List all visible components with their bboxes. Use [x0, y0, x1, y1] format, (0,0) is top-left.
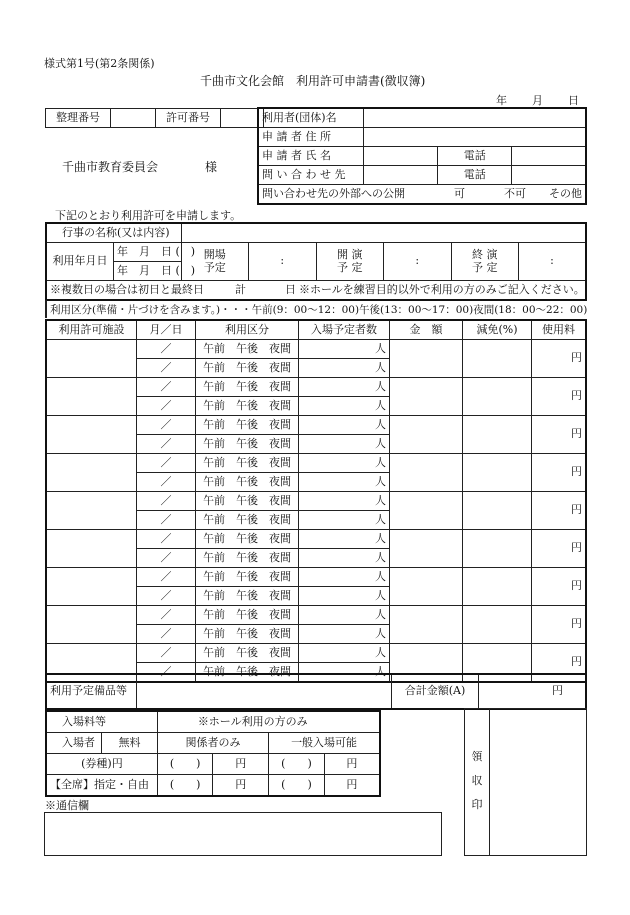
publish-no[interactable]: 不可 — [504, 186, 526, 200]
facility-cell[interactable] — [46, 530, 137, 568]
facility-cell[interactable] — [46, 416, 137, 454]
discount-cell[interactable] — [463, 416, 532, 454]
entrants-free[interactable]: 無料 — [102, 733, 158, 754]
number-table — [45, 108, 264, 128]
event-table — [45, 222, 587, 301]
attendees-cell[interactable]: 人 — [299, 397, 390, 416]
open-colon[interactable]: : — [249, 243, 317, 281]
facility-cell[interactable] — [46, 568, 137, 606]
fee-cell[interactable]: 円 — [532, 492, 587, 530]
date-label: 利用年月日 — [46, 243, 114, 281]
date-slash-cell[interactable]: ／ — [137, 397, 196, 416]
fee-cell[interactable]: 円 — [532, 644, 587, 683]
attendees-cell[interactable]: 人 — [299, 530, 390, 549]
fee-cell[interactable]: 円 — [532, 454, 587, 492]
equipment-field[interactable] — [137, 674, 392, 709]
equipment-label: 利用予定備品等 — [46, 674, 137, 709]
discount-cell[interactable] — [463, 606, 532, 644]
attendees-cell[interactable]: 人 — [299, 340, 390, 359]
seat-label: 【全席】指定・自由 — [46, 775, 157, 797]
facility-cell[interactable] — [46, 492, 137, 530]
publish-row — [258, 185, 586, 205]
period-cell[interactable]: 午前 午後 夜間 — [196, 340, 299, 359]
date-slash-cell[interactable]: ／ — [137, 625, 196, 644]
addressee-sama: 様 — [205, 160, 218, 174]
date-slash-cell[interactable]: ／ — [137, 568, 196, 587]
usage-grid — [45, 319, 587, 683]
grid-header-fee: 使用料 — [532, 320, 587, 340]
attendees-cell[interactable]: 人 — [299, 549, 390, 568]
publish-yes[interactable]: 可 — [454, 186, 465, 200]
attendees-cell[interactable]: 人 — [299, 492, 390, 511]
address-field[interactable] — [364, 128, 587, 147]
form-number: 様式第1号(第2条関係) — [44, 57, 155, 70]
discount-cell[interactable] — [463, 568, 532, 606]
receipt-label-box — [464, 708, 490, 856]
period-cell[interactable]: 午前 午後 夜間 — [196, 378, 299, 397]
date-slash-cell[interactable]: ／ — [137, 606, 196, 625]
receipt-char-1: 領 — [471, 750, 483, 763]
period-cell[interactable]: 午前 午後 夜間 — [196, 435, 299, 454]
table-row — [46, 454, 586, 473]
event-name-field[interactable] — [181, 223, 586, 243]
entrance-fee-label: 入場料等 — [46, 711, 157, 733]
date-slash-cell[interactable]: ／ — [137, 587, 196, 606]
seat-paren-1[interactable]: ( ) — [157, 775, 213, 797]
equipment-table — [45, 673, 587, 710]
period-cell[interactable]: 午前 午後 夜間 — [196, 663, 299, 683]
attendees-cell[interactable]: 人 — [299, 606, 390, 625]
grid-header-period: 利用区分 — [196, 320, 299, 340]
amount-cell[interactable] — [390, 378, 463, 416]
period-cell[interactable]: 午前 午後 夜間 — [196, 511, 299, 530]
table-row — [46, 340, 586, 359]
date-slash-cell[interactable]: ／ — [137, 530, 196, 549]
publish-label: 問い合わせ先の外部への公開 — [262, 186, 405, 200]
person-field[interactable] — [364, 147, 438, 166]
usage-note: 利用区分(準備・片づけを含みます。)・・・午前(9：00～12：00)午後(13：00～17：00)夜間(18：00～22：00) — [50, 304, 588, 316]
table-row — [46, 530, 586, 549]
ticket-type-label: (券種)円 — [46, 754, 157, 775]
discount-cell[interactable] — [463, 492, 532, 530]
comm-field[interactable] — [44, 812, 442, 856]
date-slash-cell[interactable]: ／ — [137, 416, 196, 435]
discount-cell[interactable] — [463, 340, 532, 378]
seat-yen-2[interactable]: 円 — [324, 775, 380, 797]
total-amount-label: 合計金額(A) — [392, 674, 479, 709]
total-label: 計 — [235, 282, 246, 296]
applicant-name-field[interactable] — [364, 108, 587, 128]
period-cell[interactable]: 午前 午後 夜間 — [196, 473, 299, 492]
receipt-char-2: 収 — [471, 774, 483, 787]
date-slash-cell[interactable]: ／ — [137, 340, 196, 359]
period-cell[interactable]: 午前 午後 夜間 — [196, 492, 299, 511]
receipt-char-3: 印 — [471, 798, 483, 811]
attendees-cell[interactable]: 人 — [299, 473, 390, 492]
total-day: 日 — [285, 282, 296, 296]
entrants-related[interactable]: 関係者のみ — [157, 733, 268, 754]
period-cell[interactable]: 午前 午後 夜間 — [196, 568, 299, 587]
table-row — [46, 378, 586, 397]
fee-table — [45, 710, 381, 797]
amount-cell[interactable] — [390, 454, 463, 492]
fee-cell[interactable]: 円 — [532, 340, 587, 378]
period-cell[interactable]: 午前 午後 夜間 — [196, 606, 299, 625]
period-cell[interactable]: 午前 午後 夜間 — [196, 416, 299, 435]
facility-cell[interactable] — [46, 340, 137, 378]
date-slash-cell[interactable]: ／ — [137, 644, 196, 663]
period-cell[interactable]: 午前 午後 夜間 — [196, 454, 299, 473]
attendees-cell[interactable]: 人 — [299, 378, 390, 397]
event-note-divider — [45, 300, 47, 318]
event-name-label: 行事の名称(又は内容) — [46, 223, 181, 243]
grid-header-facility: 利用許可施設 — [46, 320, 137, 340]
note-hall: ※ホールを練習目的以外で利用の方のみご記入ください。 — [299, 282, 585, 296]
fee-cell[interactable]: 円 — [532, 378, 587, 416]
publish-other[interactable]: その他 — [549, 186, 582, 200]
attendees-cell[interactable]: 人 — [299, 511, 390, 530]
date-slash-cell[interactable]: ／ — [137, 473, 196, 492]
amount-cell[interactable] — [390, 340, 463, 378]
tel-field-2[interactable] — [512, 166, 586, 185]
amount-cell[interactable] — [390, 530, 463, 568]
seat-paren-2[interactable]: ( ) — [269, 775, 325, 797]
date-slash-cell[interactable]: ／ — [137, 492, 196, 511]
table-row — [46, 644, 586, 663]
event-note-row — [46, 281, 586, 301]
entrants-general[interactable]: 一般入場可能 — [269, 733, 380, 754]
date-year: 年 — [496, 94, 507, 107]
date-slash-cell[interactable]: ／ — [137, 378, 196, 397]
contact-label: 問 い 合 わ せ 先 — [258, 166, 364, 185]
ticket-paren-1[interactable]: ( ) — [157, 754, 213, 775]
period-cell[interactable]: 午前 午後 夜間 — [196, 587, 299, 606]
fee-cell[interactable]: 円 — [532, 530, 587, 568]
tel-label-2: 電話 — [438, 166, 512, 185]
table-row — [46, 416, 586, 435]
date-slash-cell[interactable]: ／ — [137, 663, 196, 683]
period-cell[interactable]: 午前 午後 夜間 — [196, 359, 299, 378]
fee-cell[interactable]: 円 — [532, 606, 587, 644]
amount-cell[interactable] — [390, 492, 463, 530]
attendees-cell[interactable]: 人 — [299, 435, 390, 454]
attendees-cell[interactable]: 人 — [299, 568, 390, 587]
seiri-field[interactable] — [111, 109, 156, 128]
intro-text: 下記のとおり利用許可を申請します。 — [55, 209, 242, 222]
grid-header-attendees: 入場予定者数 — [299, 320, 390, 340]
date-row-2[interactable]: 年 月 日 ( ) — [114, 262, 182, 281]
date-slash-cell[interactable]: ／ — [137, 549, 196, 568]
table-row — [46, 606, 586, 625]
period-cell[interactable]: 午前 午後 夜間 — [196, 644, 299, 663]
amount-cell[interactable] — [390, 416, 463, 454]
person-label: 申 請 者 氏 名 — [258, 147, 364, 166]
attendees-cell[interactable]: 人 — [299, 416, 390, 435]
date-slash-cell[interactable]: ／ — [137, 454, 196, 473]
perf-label: 開 演 予 定 — [316, 243, 384, 281]
end-colon[interactable]: : — [519, 243, 587, 281]
kyoka-label: 許可番号 — [156, 109, 221, 128]
seat-yen-1[interactable]: 円 — [213, 775, 269, 797]
total-amount-yen[interactable]: 円 — [479, 674, 587, 709]
period-cell[interactable]: 午前 午後 夜間 — [196, 625, 299, 644]
facility-cell[interactable] — [46, 606, 137, 644]
period-cell[interactable]: 午前 午後 夜間 — [196, 549, 299, 568]
ticket-yen-1[interactable]: 円 — [213, 754, 269, 775]
applicant-table — [257, 107, 587, 205]
date-slash-cell[interactable]: ／ — [137, 511, 196, 530]
fee-cell[interactable]: 円 — [532, 416, 587, 454]
seiri-label: 整理番号 — [46, 109, 111, 128]
contact-field[interactable] — [364, 166, 438, 185]
attendees-cell[interactable]: 人 — [299, 625, 390, 644]
hall-only-label: ※ホール利用の方のみ — [157, 711, 380, 733]
date-slash-cell[interactable]: ／ — [137, 435, 196, 454]
date-row-1[interactable]: 年 月 日 ( ) — [114, 243, 182, 262]
facility-cell[interactable] — [46, 378, 137, 416]
grid-header-date: 月／日 — [137, 320, 196, 340]
comm-label: ※通信欄 — [45, 799, 89, 812]
attendees-cell[interactable]: 人 — [299, 454, 390, 473]
address-label: 申 請 者 住 所 — [258, 128, 364, 147]
date-slash-cell[interactable]: ／ — [137, 359, 196, 378]
discount-cell[interactable] — [463, 530, 532, 568]
tel-field-1[interactable] — [512, 147, 586, 166]
open-label: 開場 予定 — [181, 243, 249, 281]
end-label: 終 演 予 定 — [451, 243, 519, 281]
ticket-yen-2[interactable]: 円 — [324, 754, 380, 775]
note-multi: ※複数日の場合は初日と最終日 — [50, 282, 204, 296]
receipt-stamp-area[interactable] — [488, 708, 587, 856]
amount-cell[interactable] — [390, 568, 463, 606]
entrants-label: 入場者 — [46, 733, 102, 754]
table-row — [46, 492, 586, 511]
form-title: 千曲市文化会館 利用許可申請書(徴収簿) — [200, 74, 426, 88]
date-day: 日 — [568, 94, 579, 107]
period-cell[interactable]: 午前 午後 夜間 — [196, 397, 299, 416]
tel-label-1: 電話 — [438, 147, 512, 166]
perf-colon[interactable]: : — [384, 243, 452, 281]
ticket-paren-2[interactable]: ( ) — [269, 754, 325, 775]
grid-header-amount: 金 額 — [390, 320, 463, 340]
attendees-cell[interactable]: 人 — [299, 644, 390, 663]
discount-cell[interactable] — [463, 378, 532, 416]
grid-header-discount: 減免(%) — [463, 320, 532, 340]
period-cell[interactable]: 午前 午後 夜間 — [196, 530, 299, 549]
discount-cell[interactable] — [463, 454, 532, 492]
amount-cell[interactable] — [390, 606, 463, 644]
fee-cell[interactable]: 円 — [532, 568, 587, 606]
attendees-cell[interactable]: 人 — [299, 663, 390, 683]
date-month: 月 — [532, 94, 543, 107]
table-row — [46, 568, 586, 587]
facility-cell[interactable] — [46, 454, 137, 492]
addressee: 千曲市教育委員会 — [62, 160, 159, 174]
attendees-cell[interactable]: 人 — [299, 359, 390, 378]
applicant-name-label: 利用者(団体)名 — [258, 108, 364, 128]
attendees-cell[interactable]: 人 — [299, 587, 390, 606]
